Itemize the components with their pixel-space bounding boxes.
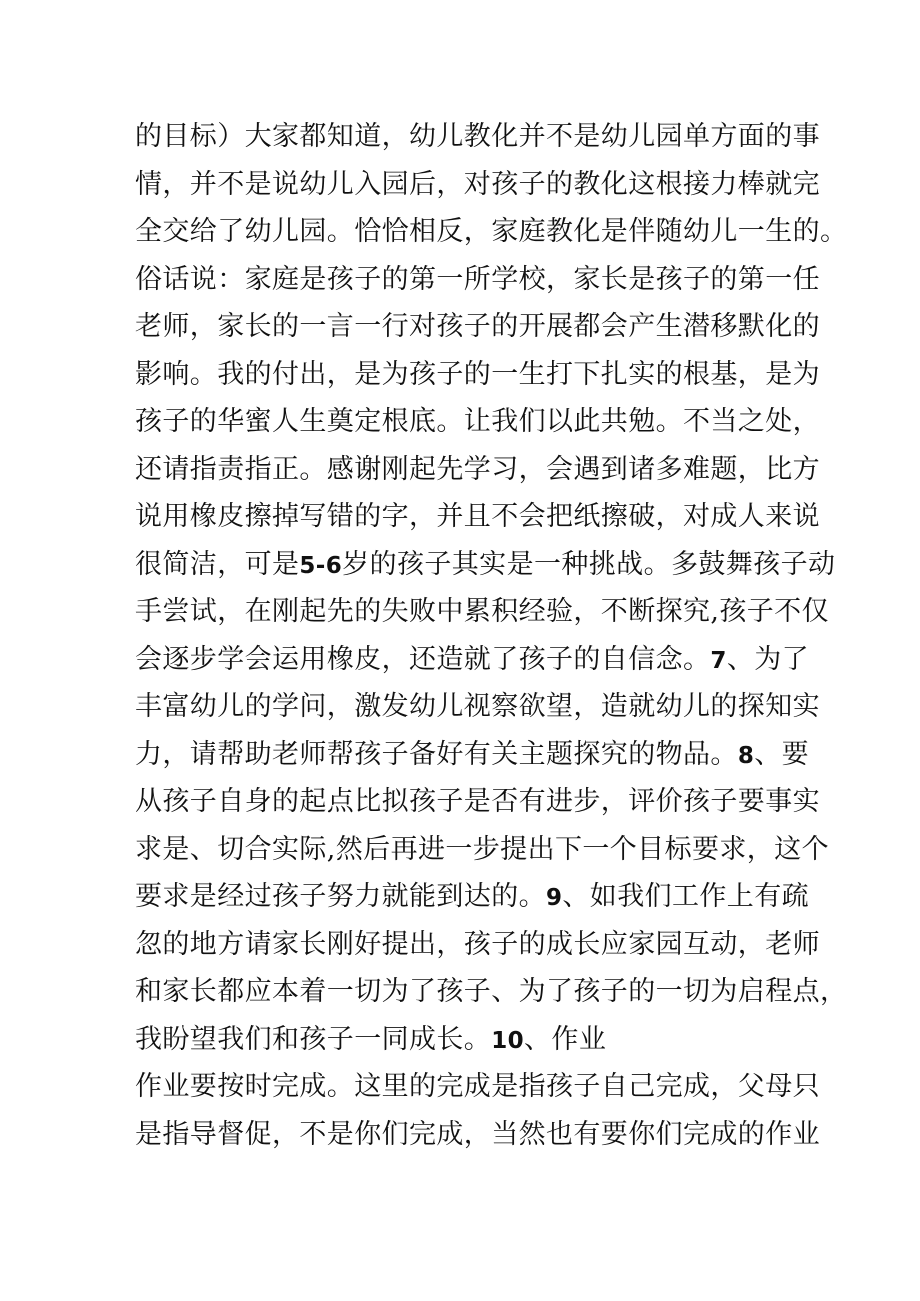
body-text xyxy=(135,113,848,1158)
text-segment: 是指导督促，不是你们完成，当然也有要你们完成的作业 xyxy=(135,1118,820,1150)
text-segment: 会逐步学会运用橡皮，还造就了孩子的自信念。 xyxy=(135,643,711,675)
text-line xyxy=(135,683,820,731)
text-line xyxy=(135,541,836,589)
text-line xyxy=(135,1063,820,1111)
text-line xyxy=(135,398,820,446)
text-line xyxy=(135,826,829,874)
item-number: 9 xyxy=(546,885,563,911)
text-line xyxy=(135,446,820,494)
text-segment: 、作业 xyxy=(524,1023,607,1055)
text-segment: 我盼望我们和孩子一同成长。 xyxy=(135,1023,492,1055)
text-segment: 、如我们工作上有疏 xyxy=(562,881,810,912)
text-segment: 影响。我的付出，是为孩子的一生打下扎实的根基，是为 xyxy=(135,358,820,390)
text-segment: 从孩子自身的起点比拟孩子是否有进步，评价孩子要事实 xyxy=(135,786,820,817)
text-line xyxy=(135,256,820,304)
text-line xyxy=(135,636,815,684)
text-line xyxy=(135,161,820,209)
item-number: 10 xyxy=(491,1027,525,1054)
text-line xyxy=(135,1111,820,1159)
text-segment: 和家长都应本着一切为了孩子、为了孩子的一切为启程点， xyxy=(135,976,848,1007)
text-line xyxy=(135,873,815,921)
text-segment: 手尝试，在刚起先的失败中累积经验，不断探究,孩子不仅 xyxy=(135,596,829,627)
text-line xyxy=(135,588,829,636)
text-line xyxy=(135,351,820,399)
text-line xyxy=(135,208,848,256)
text-line xyxy=(135,303,820,351)
text-segment: 的目标）大家都知道，幼儿教化并不是幼儿园单方面的事 xyxy=(135,121,820,152)
text-segment: 力，请帮助老师帮孩子备好有关主题探究的物品。 xyxy=(135,738,738,770)
text-line xyxy=(135,1016,815,1064)
text-segment: 情，并不是说幼儿入园后，对孩子的教化这根接力棒就完 xyxy=(135,168,820,200)
text-segment: 、要 xyxy=(754,738,810,770)
text-segment: 作业要按时完成。这里的完成是指孩子自己完成，父母只 xyxy=(135,1071,820,1102)
text-segment: 要求是经过孩子努力就能到达的。 xyxy=(135,881,546,912)
text-segment: 俗话说：家庭是孩子的第一所学校，家长是孩子的第一任 xyxy=(135,263,820,295)
text-line xyxy=(135,968,848,1016)
text-segment: 很简洁，可是 xyxy=(135,548,300,580)
text-segment: 还请指责指正。感谢刚起先学习，会遇到诸多难题，比方 xyxy=(135,453,820,485)
text-line xyxy=(135,778,820,826)
text-line xyxy=(135,921,820,969)
text-segment: 丰富幼儿的学问，激发幼儿视察欲望，造就幼儿的探知实 xyxy=(135,691,820,722)
text-segment: 、为了 xyxy=(726,643,810,675)
text-segment: 说用橡皮擦掉写错的字，并且不会把纸擦破，对成人来说 xyxy=(135,501,820,532)
item-number: 5-6 xyxy=(299,552,343,579)
text-line xyxy=(135,493,820,541)
text-line xyxy=(135,113,820,161)
item-number: 8 xyxy=(737,742,755,769)
item-number: 7 xyxy=(710,647,727,674)
text-segment: 全交给了幼儿园。恰恰相反，家庭教化是伴随幼儿一生的。 xyxy=(135,216,848,247)
text-line xyxy=(135,731,815,779)
text-segment: 老师，家长的一言一行对孩子的开展都会产生潜移默化的 xyxy=(135,311,820,342)
text-segment: 忽的地方请家长刚好提出，孩子的成长应家园互动，老师 xyxy=(135,928,820,960)
text-segment: 孩子的华蜜人生奠定根底。让我们以此共勉。不当之处， xyxy=(135,406,820,437)
text-segment: 岁的孩子其实是一种挑战。多鼓舞孩子动 xyxy=(342,548,836,580)
text-segment: 求是、切合实际,然后再进一步提出下一个目标要求，这个 xyxy=(135,833,829,865)
